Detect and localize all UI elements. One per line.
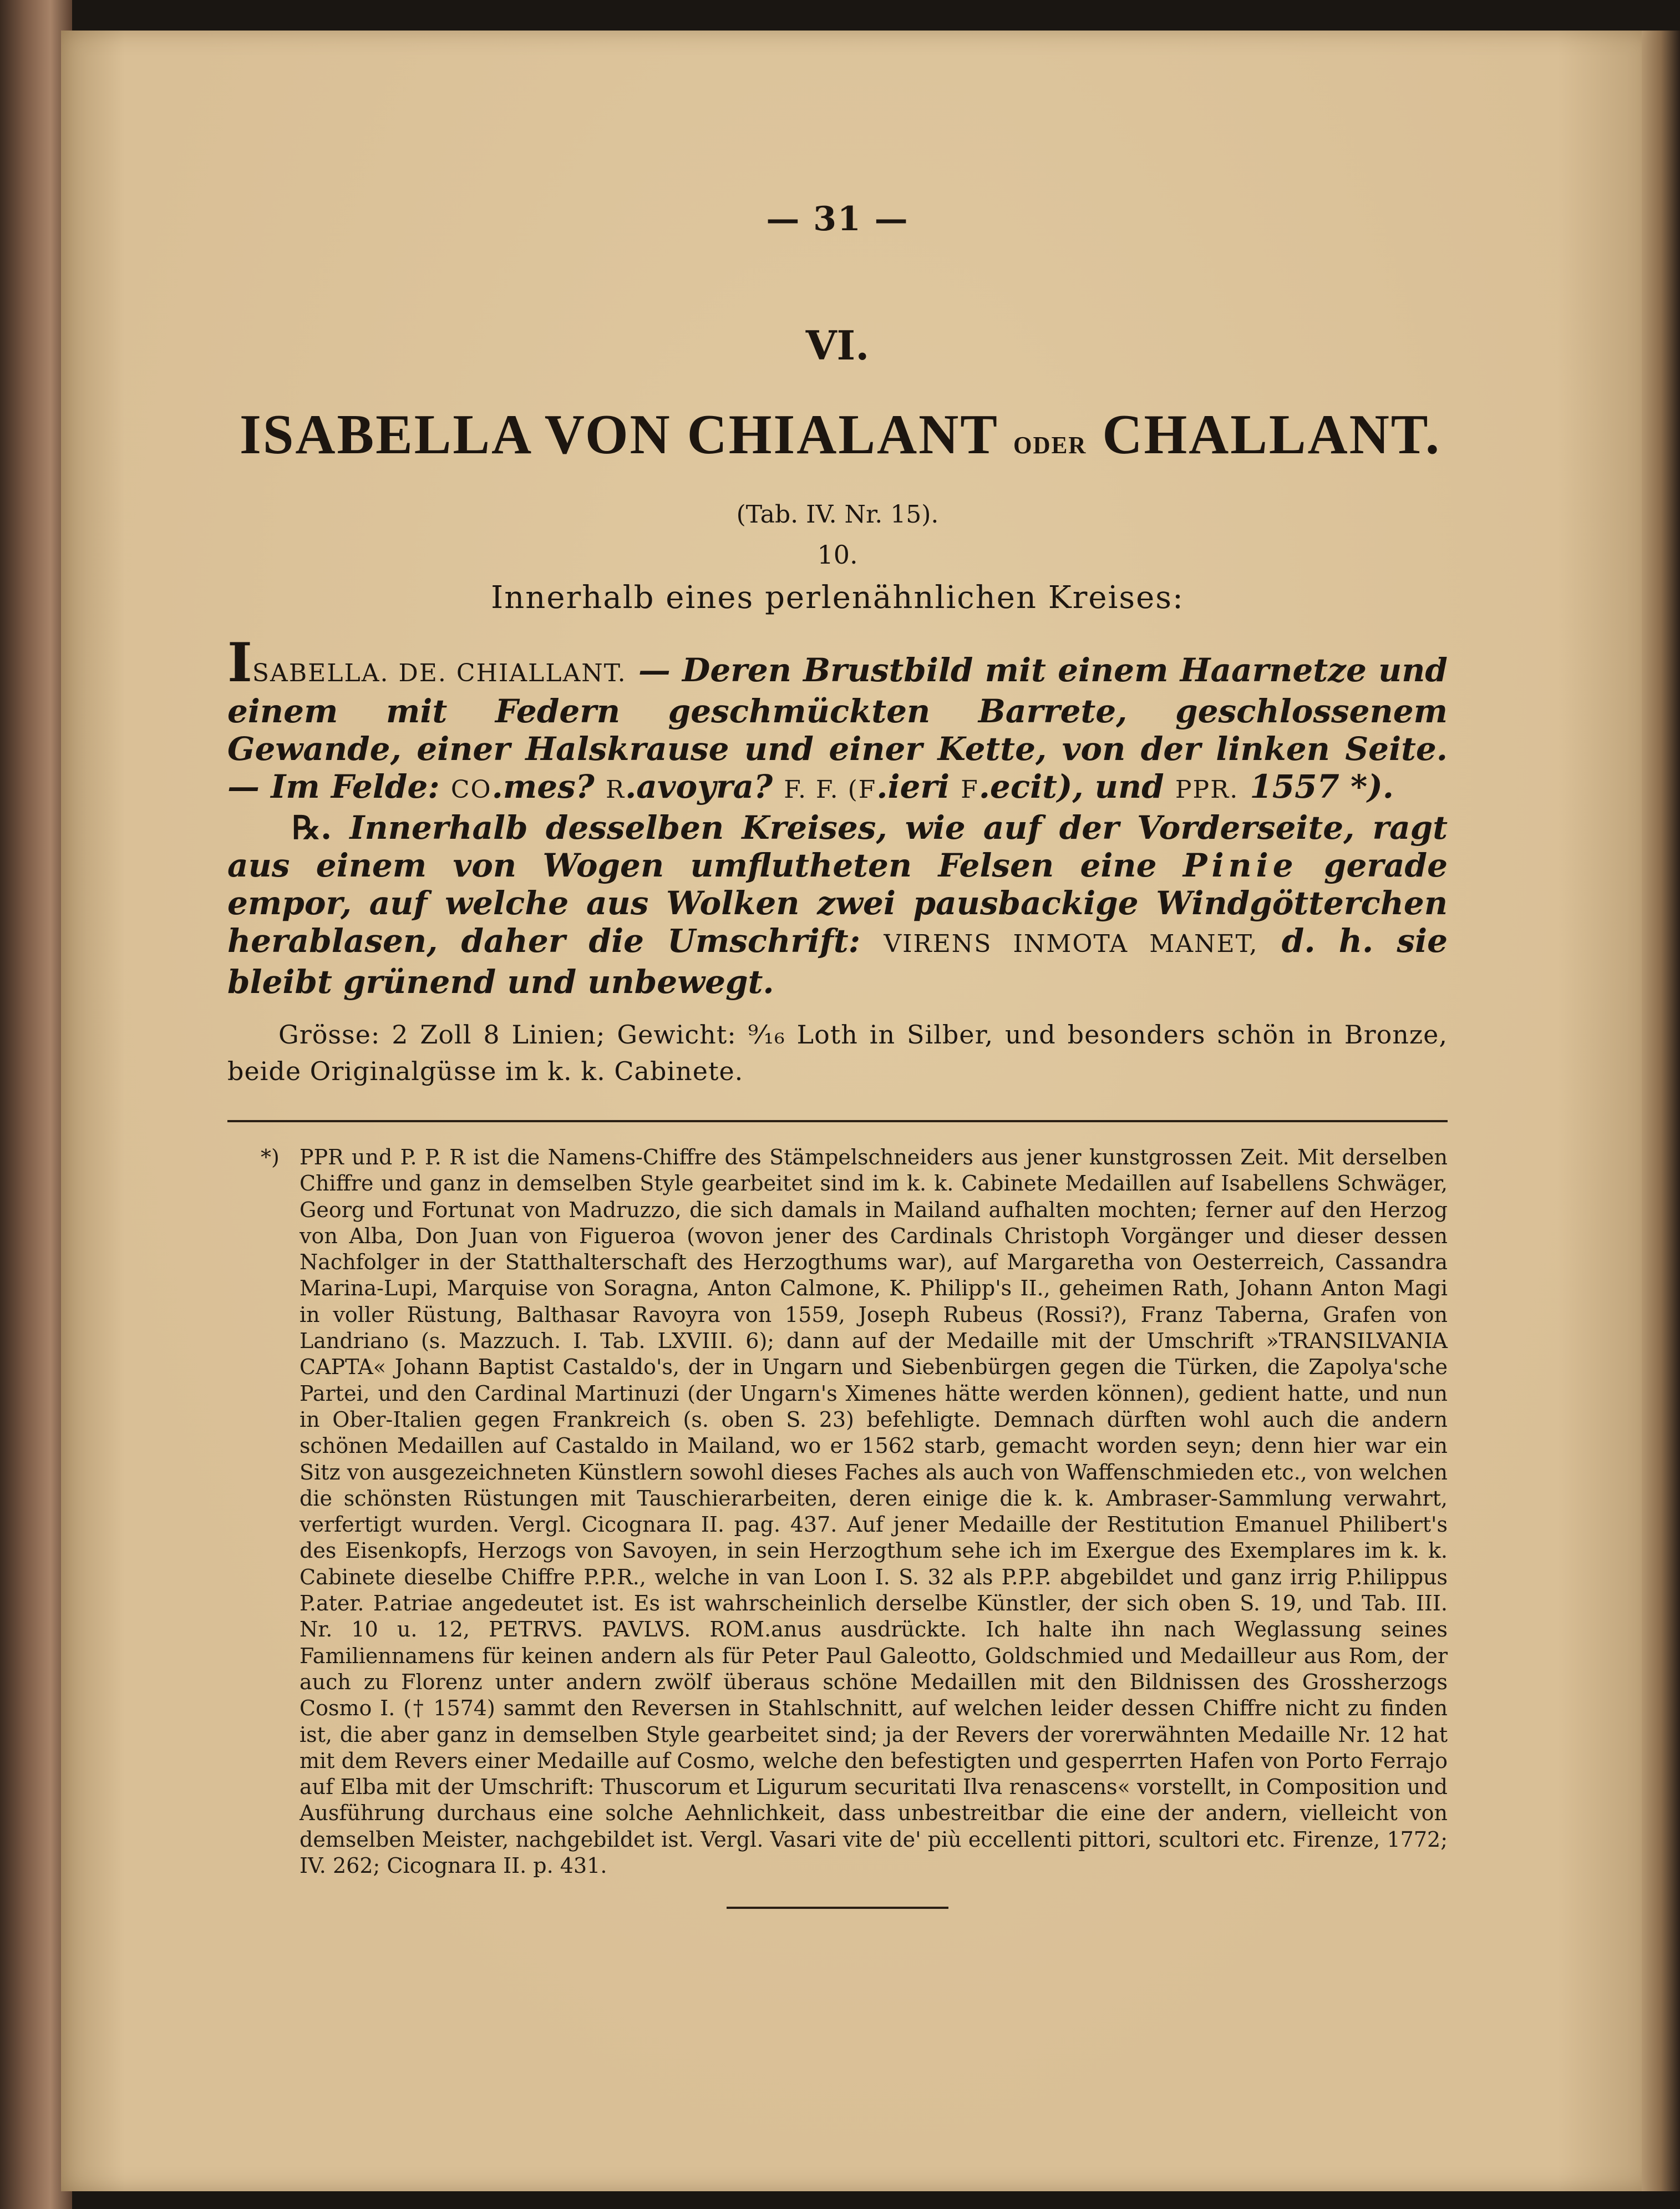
field-ieri: .ieri: [876, 768, 961, 805]
page-edge: [1642, 31, 1680, 2191]
title-part2: CHALLANT.: [1087, 403, 1441, 466]
reverse-text3: d. h. sie bleibt grünend und unbewegt.: [227, 922, 1448, 1001]
reverse-pinie: Pinie: [1182, 847, 1298, 884]
page-number: — 31 —: [766, 200, 909, 239]
obverse-heading: Innerhalb eines perlenähnlichen Kreises:: [491, 580, 1184, 616]
field-ppr: PPR.: [1175, 776, 1239, 804]
field-co: CO: [450, 776, 492, 804]
table-reference: (Tab. IV. Nr. 15).: [736, 500, 939, 529]
obverse-text: — Deren Brustbild mit einem Haarnetze und einem mit Federn geschmückten Barrete, geschlossenem Gewande, einer Halskrause und einer Kette, von der linken Seite. — Im Felde:: [227, 651, 1448, 805]
reverse-description: [227, 809, 1448, 1001]
footnote: [227, 1144, 1448, 1879]
obverse-description: [227, 631, 1448, 809]
drop-initial: I: [227, 631, 252, 694]
section-number: VI.: [805, 322, 870, 369]
title-oder: ODER: [1013, 432, 1087, 459]
reverse-symbol: ℞.: [292, 809, 332, 847]
reverse-text2: gerade empor, auf welche aus Wolken zwei pausbackige Windgötterchen herablasen, daher die Umschrift:: [227, 847, 1448, 960]
field-ecit: .ecit), und: [978, 768, 1175, 805]
title-part1: ISABELLA VON CHIALANT: [240, 403, 1013, 466]
page-title: [240, 402, 1441, 467]
field-avoyra: .avoyra?: [625, 768, 784, 805]
footnote-mark: *): [261, 1145, 280, 1169]
reverse-motto: VIRENS INMOTA MANET,: [884, 930, 1258, 958]
obverse-legend: SABELLA. DE. CHIALLANT.: [252, 659, 627, 687]
item-number: 10.: [817, 540, 858, 570]
page-content: [227, 200, 1448, 1909]
end-rule: [727, 1907, 948, 1909]
footnote-text: PPR und P. P. R ist die Namens-Chiffre des Stämpelschneiders aus jener kunstgrossen Zeit. Mit derselben Chiffre und ganz in demselben Style gearbeitet sind im k. k. Cabinete Medaillen auf Isabellens Schwäger, Georg und Fortunat von Madruzzo, die sich damals in Mailand aufhalten mochten; ferner auf den Herzog von Alba, Don Juan von Figueroa (wovon jener des Cardinals Christoph Vorgänger und dieser dessen Nachfolger in der Statthalterschaft des Herzogthums war), auf Margaretha von Oesterreich, Cassandra Marina-Lupi, Marquise von Soragna, Anton Calmone, K. Philipp's II., geheimen Rath, Johann Anton Magi in voller Rüstung, Balthasar Ravoyra von 1559, Joseph Rubeus (Rossi?), Franz Taberna, Grafen von Landriano (s. Mazzuch. I. Tab. LXVIII. 6); dann auf der Medaille mit der Umschrift »TRANSILVANIA CAPTA« Johann Baptist Castaldo's, der in Ungarn und Siebenbürgen gegen die Türken, die Zapolya'sche Partei, und den Cardinal Martinuzi (der Ungarn's Ximenes hätte werden können), gedient hatte, und nun in Ober-Italien gegen Frankreich (s. oben S. 23) befehligte. Demnach dürften wohl auch die andern schönen Medaillen auf Castaldo in Mailand, wo er 1562 starb, gemacht worden seyn; denn hier war ein Sitz von ausgezeichneten Künstlern sowohl dieses Faches als auch von Waffenschmieden etc., von welchen die schönsten Rüstungen mit Tauschierarbeiten, deren einige die k. k. Ambraser-Sammlung verwahrt, verfertigt wurden. Vergl. Cicognara II. pag. 437. Auf jener Medaille der Restitution Emanuel Philibert's des Eisenkopfs, Herzogs von Savoyen, in sein Herzogthum sehe ich im Exergue des Exemplares im k. k. Cabinete dieselbe Chiffre P.P.R., welche in van Loon I. S. 32 als P.P.P. abgebildet und ganz irrig P.hilippus P.ater. P.atriae angedeutet ist. Es ist wahrscheinlich derselbe Künstler, der sich oben S. 19, und Tab. III. Nr. 10 u. 12, PETRVS. PAVLVS. ROM.anus ausdrückte. Ich halte ihn nach Weglassung seines Familiennamens für keinen andern als für Peter Paul Galeotto, Goldschmied und Medailleur aus Rom, der auch zu Florenz unter andern zwölf überaus schöne Medaillen mit den Bildnissen des Grossherzogs Cosmo I. († 1574) sammt den Reversen in Stahlschnitt, auf welchen leider dessen Chiffre nicht zu finden ist, die aber ganz in demselben Style gearbeitet sind; ja der Revers der vorerwähnten Medaille Nr. 12 hat mit dem Revers einer Medaille auf Cosmo, welche den befestigten und gesperrten Hafen von Porto Ferrajo auf Elba mit der Umschrift: Thuscorum et Ligurum securitati Ilva renascens« vorstellt, in Composition und Ausführung durchaus eine solche Aehnlichkeit, dass unbestreitbar die eine der andern, vielleicht von demselben Meister, nachgebildet ist. Vergl. Vasari vite de' più eccellenti pittori, scultori etc. Firenze, 1772; IV. 262; Cicognara II. p. 431.: [300, 1145, 1448, 1878]
obverse-year: 1557 *).: [1239, 768, 1394, 805]
reverse-text1: Innerhalb desselben Kreises, wie auf der Vorderseite, ragt aus einem von Wogen umflutheten Felsen eine: [227, 809, 1448, 884]
medal-description: [227, 631, 1448, 1001]
field-mes: .mes?: [491, 768, 606, 805]
field-f2: F: [961, 776, 979, 804]
field-ff: F. F. (F: [784, 776, 877, 804]
field-r: R: [605, 776, 626, 804]
size-weight: Grösse: 2 Zoll 8 Linien; Gewicht: ⁹⁄₁₆ Loth in Silber, und besonders schön in Bronze, beide Originalgüsse im k. k. Cabinete.: [227, 1020, 1448, 1086]
footnote-divider: [227, 1120, 1448, 1122]
